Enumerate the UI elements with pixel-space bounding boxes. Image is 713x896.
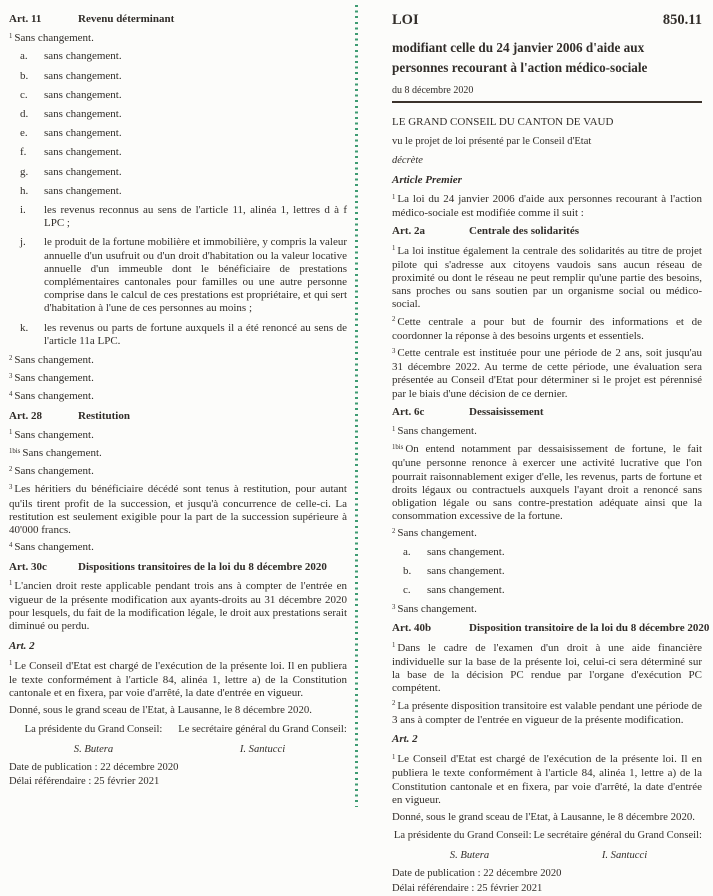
list-text: sans changement.	[44, 50, 122, 63]
list-text: sans changement.	[44, 108, 122, 121]
signature-title-secretary: Le secrétaire général du Grand Conseil:	[533, 830, 702, 842]
article-heading-art30c	[9, 561, 347, 574]
signature-name-secretary: I. Santucci	[239, 743, 286, 755]
list-item-d	[9, 108, 347, 121]
article-heading-art2	[392, 733, 702, 746]
list-item-b	[392, 565, 702, 578]
alinea-text: Sans changement.	[14, 32, 94, 45]
alinea-text: Le Conseil d'Etat est chargé de l'exécution de la présente loi. Il en publiera le texte conformément à l'article 84, alinéa 1, lettre a) de la Constitution cantonale et en fixera, par voie d'arrêté, la date d'entrée en vigueur.	[392, 753, 702, 806]
article-label: Art. 2a	[392, 225, 425, 238]
list-item-a	[392, 546, 702, 559]
right-page-column	[392, 8, 710, 896]
referendum-deadline-line: Délai référendaire : 25 février 2021	[9, 776, 160, 788]
seal-statement: Donné, sous le grand sceau de l'Etat, à Lausanne, le 8 décembre 2020.	[9, 704, 312, 717]
alinea-paragraph	[9, 483, 347, 537]
publication-date-line: Date de publication : 22 décembre 2020	[9, 761, 179, 773]
alinea-number: 2	[9, 465, 13, 473]
alinea-paragraph	[392, 700, 702, 727]
alinea-paragraph	[392, 316, 702, 343]
header-rule	[392, 101, 702, 103]
alinea-number: 3	[392, 347, 396, 355]
alinea-number: 3	[9, 372, 13, 380]
signature-name-president: S. Butera	[73, 743, 114, 755]
article-label: Art. 28	[9, 409, 42, 422]
signature-names-row	[392, 850, 702, 861]
list-text: sans changement.	[427, 584, 505, 597]
alinea-text: Sans changement.	[14, 465, 94, 478]
list-letter: c.	[20, 88, 28, 101]
list-item-f	[9, 146, 347, 159]
alinea-text: Sans changement.	[14, 428, 94, 441]
list-text: sans changement.	[44, 127, 122, 140]
alinea-paragraph	[9, 447, 347, 461]
alinea-paragraph	[9, 32, 347, 46]
alinea-paragraph	[9, 541, 347, 555]
article-label: Art. 6c	[392, 405, 425, 418]
alinea-paragraph	[392, 425, 702, 439]
article-heading-art2a	[392, 225, 702, 238]
list-item-a	[9, 50, 347, 63]
council-line: LE GRAND CONSEIL DU CANTON DE VAUD	[392, 116, 614, 128]
list-letter: j.	[20, 236, 26, 249]
list-item-g	[9, 166, 347, 179]
alinea-number: 1	[392, 642, 396, 650]
alinea-number: 1	[392, 245, 396, 253]
alinea-number: 1	[9, 32, 13, 40]
alinea-number: 4	[9, 541, 13, 549]
article-title: Revenu déterminant	[78, 13, 175, 25]
article-title: Dispositions transitoires de la loi du 8 décembre 2020	[78, 560, 327, 573]
alinea-text: Sans changement.	[397, 425, 477, 438]
alinea-number: 4	[9, 390, 13, 398]
alinea-paragraph	[392, 443, 702, 523]
document-type-label: LOI	[392, 12, 419, 28]
left-page-column	[9, 8, 347, 790]
list-letter: b.	[403, 564, 412, 577]
alinea-paragraph	[392, 527, 702, 541]
list-item-e	[9, 127, 347, 140]
list-letter: g.	[20, 165, 29, 178]
alinea-text: Cette centrale est instituée pour une période de 2 ans, soit jusqu'au 31 décembre 2022. Au terme de cette période, une évaluation sera présentée au Conseil d'Etat pour déterminer si le projet est pérennisé par le biais d'une décision de ce dernier.	[392, 347, 702, 400]
article-title: Centrale des solidarités	[469, 225, 579, 238]
list-item-h	[9, 185, 347, 198]
alinea-number: 2	[392, 316, 396, 324]
list-text: sans changement.	[44, 88, 122, 101]
alinea-text: La loi du 24 janvier 2006 d'aide aux personnes recourant à l'action médico-sociale est modifiée comme il suit :	[392, 193, 702, 220]
alinea-text: Sans changement.	[22, 447, 102, 460]
alinea-paragraph	[9, 372, 347, 386]
alinea-text: Le Conseil d'Etat est chargé de l'exécution de la présente loi. Il en publiera le texte conformément à l'article 84, alinéa 1, lettre a) de la Constitution cantonale et en fixera, par voie d'arrêté, la date d'entrée en vigueur.	[9, 659, 347, 700]
alinea-text: Sans changement.	[14, 390, 94, 403]
alinea-number: 3	[392, 603, 396, 611]
preamble-vu-line: vu le projet de loi présenté par le Conseil d'Etat	[392, 136, 592, 147]
alinea-number: 1	[392, 425, 396, 433]
list-text: sans changement.	[427, 545, 505, 558]
alinea-number: 1bis	[9, 447, 21, 455]
alinea-paragraph	[392, 603, 702, 617]
document-number: 850.11	[662, 12, 702, 28]
article-label: Art. 30c	[9, 560, 47, 573]
list-letter: f.	[20, 146, 27, 159]
document-header-row	[392, 12, 702, 29]
signature-title-president: La présidente du Grand Conseil:	[393, 830, 532, 842]
alinea-number: 2	[392, 527, 396, 535]
alinea-number: 3	[9, 483, 13, 491]
article-label: Art. 2	[9, 639, 35, 652]
article-heading-art40b	[392, 622, 710, 635]
alinea-number: 1	[9, 660, 13, 668]
signature-name-president: S. Butera	[449, 850, 490, 862]
alinea-number: 1	[9, 429, 13, 437]
alinea-text: Dans le cadre de l'examen d'un droit à une aide financière individuelle sur la base de la présente loi, celui-ci sera déterminé sur la base de la décision PC rendue par l'organe d'exécution PC compétent.	[392, 641, 702, 695]
alinea-number: 1	[392, 753, 396, 761]
list-letter: a.	[20, 50, 28, 63]
list-letter: h.	[20, 184, 29, 197]
signature-title-president: La présidente du Grand Conseil:	[24, 723, 163, 735]
alinea-number: 2	[392, 700, 396, 707]
article-label: Art. 40b	[392, 622, 432, 635]
alinea-number: 1	[9, 580, 13, 588]
list-item-c	[392, 584, 702, 597]
alinea-paragraph	[392, 245, 702, 312]
list-text: sans changement.	[44, 165, 122, 178]
article-heading-art2	[9, 640, 347, 653]
seal-statement: Donné, sous le grand sceau de l'Etat, à Lausanne, le 8 décembre 2020.	[392, 810, 695, 823]
list-item-c	[9, 89, 347, 102]
list-text: les revenus ou parts de fortune auxquels il a été renoncé au sens de l'article 11a LPC.	[44, 321, 347, 347]
alinea-number: 1bis	[392, 443, 404, 451]
alinea-paragraph	[9, 580, 347, 634]
list-item-i	[9, 204, 347, 230]
alinea-text: Sans changement.	[14, 541, 94, 554]
list-letter: a.	[403, 545, 411, 558]
alinea-number: 1	[392, 193, 396, 201]
list-text: sans changement.	[44, 184, 122, 197]
list-text: sans changement.	[44, 146, 122, 159]
signature-title-secretary: Le secrétaire général du Grand Conseil:	[178, 723, 347, 735]
alinea-text: Sans changement.	[397, 603, 477, 616]
list-letter: b.	[20, 69, 29, 82]
alinea-text: On entend notamment par dessaisissement de fortune, le fait qu'une personne renonce à exercer une activité lucrative que l'on pourrait raisonnablement exiger d'elle, les revenus, parts de fortune et droits légaux ou contractuels auxquels l'ayant droit a renoncé sans obligation légale ou sans contre-prestation adéquate ainsi que la consommation excessive de la fortune.	[392, 443, 702, 523]
alinea-text: La présente disposition transitoire est valable pendant une période de 3 ans à compter de l'entrée en vigueur de la présente modification.	[392, 699, 702, 726]
article-heading-art6c	[392, 406, 702, 419]
alinea-text: Sans changement.	[14, 372, 94, 385]
document-title: modifiant celle du 24 janvier 2006 d'aide aux personnes recourant à l'action médico-sociale	[392, 40, 648, 75]
list-item-b	[9, 70, 347, 83]
signature-titles-row	[9, 724, 347, 735]
article-heading-art28	[9, 410, 347, 423]
article-heading-art11	[9, 13, 347, 26]
article-label: Art. 2	[392, 732, 418, 745]
decrete-line: décrète	[392, 155, 423, 166]
alinea-paragraph	[392, 347, 702, 401]
article-title: Dessaisissement	[469, 405, 544, 418]
article-premier-heading: Article Premier	[392, 174, 462, 186]
alinea-paragraph	[9, 660, 347, 701]
column-divider-dotted-line	[355, 5, 358, 807]
alinea-paragraph	[392, 193, 702, 220]
list-letter: k.	[20, 321, 29, 334]
article-title: Disposition transitoire de la loi du 8 décembre 2020	[469, 622, 710, 635]
list-text: les revenus reconnus au sens de l'article 11, alinéa 1, lettres d à f LPC ;	[44, 204, 347, 230]
alinea-text: Sans changement.	[397, 527, 477, 540]
signature-names-row	[9, 744, 347, 755]
alinea-paragraph	[9, 429, 347, 443]
alinea-text: Sans changement.	[14, 354, 94, 367]
list-text: le produit de la fortune mobilière et immobilière, y compris la valeur annuelle d'un usufruit ou d'un droit d'habitation ou la valeur locative annuelle d'un immeuble dont le bénéficiaire de prestations complémentaires cantonales pour familles ou une autre personne comprise dans le calcul de ces prestations est propriétaire, et qui sert d'habitation à l'une de ces personnes au moins ;	[44, 236, 348, 315]
alinea-text: La loi institue également la centrale des solidarités au titre de projet pilote qui s'adresse aux citoyens vaudois sans aucun réseau de proximité ou dont le réseau ne peut remplir qu'une partie des besoins, sans proches ou sans soutien par un organisme social ou médico-social.	[392, 244, 702, 311]
list-text: sans changement.	[427, 564, 505, 577]
publication-date-line: Date de publication : 22 décembre 2020	[392, 868, 562, 880]
list-letter: i.	[20, 204, 26, 217]
document-date: du 8 décembre 2020	[392, 85, 474, 96]
alinea-paragraph	[9, 354, 347, 368]
alinea-paragraph	[392, 753, 702, 807]
list-item-j	[9, 236, 347, 315]
alinea-text: L'ancien droit reste applicable pendant trois ans à compter de l'entrée en vigueur de la présente modification aux ayants-droits au 31 décembre 2020 pour lesquels, du fait de la modification légale, le droit aux prestations serait diminué ou perdu.	[9, 579, 347, 633]
list-text: sans changement.	[44, 69, 122, 82]
alinea-paragraph	[9, 465, 347, 479]
article-title: Restitution	[78, 409, 130, 422]
list-item-k	[9, 322, 347, 348]
list-letter: c.	[403, 584, 411, 597]
signature-name-secretary: I. Santucci	[601, 850, 648, 862]
alinea-paragraph	[9, 390, 347, 404]
alinea-paragraph	[392, 642, 702, 696]
alinea-text: Cette centrale a pour but de fournir des informations et de coordonner la réponse à des besoins urgents et essentiels.	[392, 315, 702, 342]
list-letter: d.	[20, 108, 29, 121]
referendum-deadline-line: Délai référendaire : 25 février 2021	[392, 882, 543, 894]
alinea-number: 2	[9, 354, 13, 362]
article-label: Art. 11	[9, 13, 42, 25]
list-letter: e.	[20, 127, 28, 140]
alinea-text: Les héritiers du bénéficiaire décédé sont tenus à restitution, pour autant qu'ils tirent profit de la succession, et jusqu'à concurrence de celle-ci. La restitution est seulement exigible pour la part de la succession supérieure à 40'000 francs.	[9, 483, 347, 537]
